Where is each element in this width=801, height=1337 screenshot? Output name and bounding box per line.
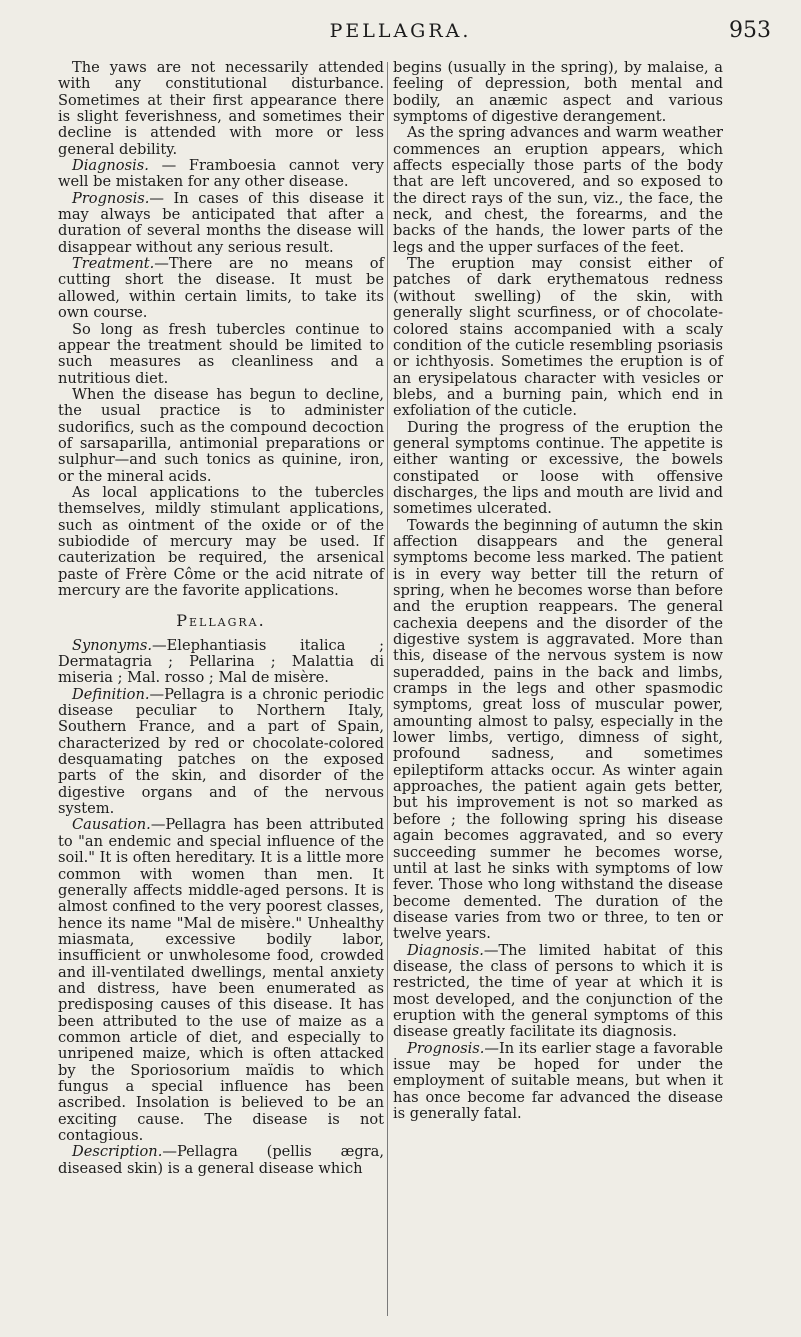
paragraph [58, 387, 384, 485]
paragraph-lead: Causation. [72, 816, 151, 834]
paragraph-lead: Description. [72, 1143, 163, 1161]
paragraph [393, 518, 723, 943]
paragraph [393, 256, 723, 419]
running-title: PELLAGRA. [329, 20, 472, 42]
paragraph-text: During the progress of the eruption the general symptoms continue. The appetite is either wanting or excessive, the bowels constipated or loose with offensive discharges, the lips and mouth are livid and sometimes ulcerated. [393, 418, 723, 518]
section-heading: Pellagra. [176, 611, 266, 631]
paragraph-lead: Prognosis. [72, 189, 150, 207]
paragraph-lead: Diagnosis. [407, 941, 484, 959]
paragraph-lead: Diagnosis. [72, 157, 149, 175]
paragraph-lead: Definition. [72, 685, 150, 703]
paragraph-text: —In its earlier stage a favorable issue may be hoped for under the employment of suitable means, but when it has once become far advanced the disease is generally fatal. [393, 1039, 723, 1122]
paragraph [58, 60, 384, 158]
paragraph [58, 817, 384, 1144]
paragraph-text: Towards the beginning of autumn the skin affection disappears and the general symptoms become less marked. The patient is in every way better till the return of spring, when he becomes worse than before and the eruption reappears. The general cachexia deepens and the disorder of the digestive system is aggravated. More than this, disease of the nervous system is now superadded, pains in the back and limbs, cramps in the legs and other spasmodic symptoms, great loss of muscular power, amounting almost to palsy, especially in the lower limbs, vertigo, dimness of sight, profound sadness, and sometimes epileptiform attacks occur. As winter again approaches, the patient again gets better, but his improvement is not so marked as before ; the following spring his disease again becomes aggravated, and so every succeeding summer he becomes worse, until at last he sinks with symptoms of low fever. Those who long withstand the disease become demented. The duration of the disease varies from two or three, to ten or twelve years. [393, 516, 723, 943]
paragraph-text: The eruption may consist either of patches of dark erythematous redness (without swelling) of the skin, with generally slight scurfiness, or of chocolate-colored stains accompanied with a scaly condition of the cuticle resembling psoriasis or ichthyosis. Sometimes the eruption is of an erysipelatous character with vesicles or blebs, and a burning pain, which end in exfoliation of the cuticle. [393, 255, 723, 420]
paragraph-text: — Framboesia cannot very well be mistaken for any other disease. [58, 157, 384, 191]
paragraph [393, 943, 723, 1041]
paragraph-text: —There are no means of cutting short the disease. It must be allowed, within certain limits, to take its own course. [58, 255, 384, 322]
paragraph-text: —Elephantiasis italica ; Dermatagria ; Pellarina ; Malattia di miseria ; Mal. rosso ; Mal de misère. [58, 636, 384, 687]
paragraph [393, 1041, 723, 1123]
paragraph-lead: Prognosis. [407, 1039, 485, 1057]
paragraph-text: The yaws are not necessarily attended with any constitutional disturbance. Sometimes at their first appearance there is slight feverishness, and sometimes their decline is attended with more or less general debility. [58, 59, 384, 158]
right-column-text [393, 60, 723, 1122]
paragraph-text: As the spring advances and warm weather commences an eruption appears, which affects especially those parts of the body that are left uncovered, and so exposed to the direct rays of the sun, viz., the face, the neck, and chest, the forearms, and the backs of the hands, the lower parts of the legs and the upper surfaces of the feet. [393, 124, 723, 256]
left-column [58, 60, 384, 1177]
paragraph [58, 256, 384, 321]
paragraph-text: —Pellagra has been attributed to "an endemic and special influence of the soil." It is often hereditary. It is a little more common with women than men. It generally affects middle-aged persons. It is almost confined to the very poorest classes, hence its name "Mal de misère." Unhealthy miasmata, excessive bodily labor, insufficient or unwholesome food, crowded and ill-ventilated dwellings, mental anxiety and distress, have been enumerated as predisposing causes of this disease. It has been attributed to the use of maize as a common article of diet, and especially to unripened maize, which is often attacked by the Sporiosorium maïdis to which fungus a special influence has been ascribed. Insolation is believed to be an exciting cause. The disease is not contagious. [58, 816, 384, 1144]
column-divider [387, 62, 388, 1316]
paragraph [58, 485, 384, 599]
left-column-text-continued [58, 638, 384, 1177]
paragraph-lead: Synonyms. [72, 636, 153, 654]
paragraph-text: — In cases of this disease it may always be anticipated that after a duration of several months the disease will disappear without any serious result. [58, 189, 384, 256]
paragraph-text: —Pellagra is a chronic periodic disease peculiar to Northern Italy, Southern France, and a part of Spain, characterized by red or chocolate-colored desquamating patches on the exposed parts of the skin, and disorder of the digestive organs and of the nervous system. [58, 685, 384, 818]
paragraph [58, 1144, 384, 1177]
paragraph [58, 322, 384, 387]
left-column-text [58, 60, 384, 599]
paragraph-text: So long as fresh tubercles continue to appear the treatment should be limited to such measures as cleanliness and a nutritious diet. [58, 320, 384, 387]
paragraph [58, 638, 384, 687]
page-number: 953 [729, 18, 771, 43]
paragraph [58, 191, 384, 256]
paragraph-text: —The limited habitat of this disease, the class of persons to which it is restricted, the time of year at which it is most developed, and the conjunction of the eruption with the general symptoms of this disease greatly facilitate its diagnosis. [393, 941, 723, 1041]
paragraph-text: When the disease has begun to decline, the usual practice is to administer sudorifics, such as the compound decoction of sarsaparilla, antimonial preparations or sulphur—and such tonics as quinine, iron, or the mineral acids. [58, 385, 384, 485]
paragraph [393, 125, 723, 256]
paragraph [393, 420, 723, 518]
paragraph-lead: Treatment. [72, 255, 155, 273]
paragraph-text: As local applications to the tubercles themselves, mildly stimulant applications, such as ointment of the oxide or of the subiodide of mercury may be used. If cauterization be required, the arsenical paste of Frère Côme or the acid nitrate of mercury are the favorite applications. [58, 483, 384, 599]
paragraph [393, 60, 723, 125]
paragraph [58, 158, 384, 191]
right-column [393, 60, 723, 1122]
paragraph [58, 687, 384, 818]
page-header [0, 18, 801, 48]
paragraph-text: begins (usually in the spring), by malaise, a feeling of depression, both mental and bodily, an anæmic aspect and various symptoms of digestive derangement. [393, 59, 723, 126]
paragraph-text: —Pellagra (pellis ægra, diseased skin) is a general disease which [58, 1143, 384, 1177]
